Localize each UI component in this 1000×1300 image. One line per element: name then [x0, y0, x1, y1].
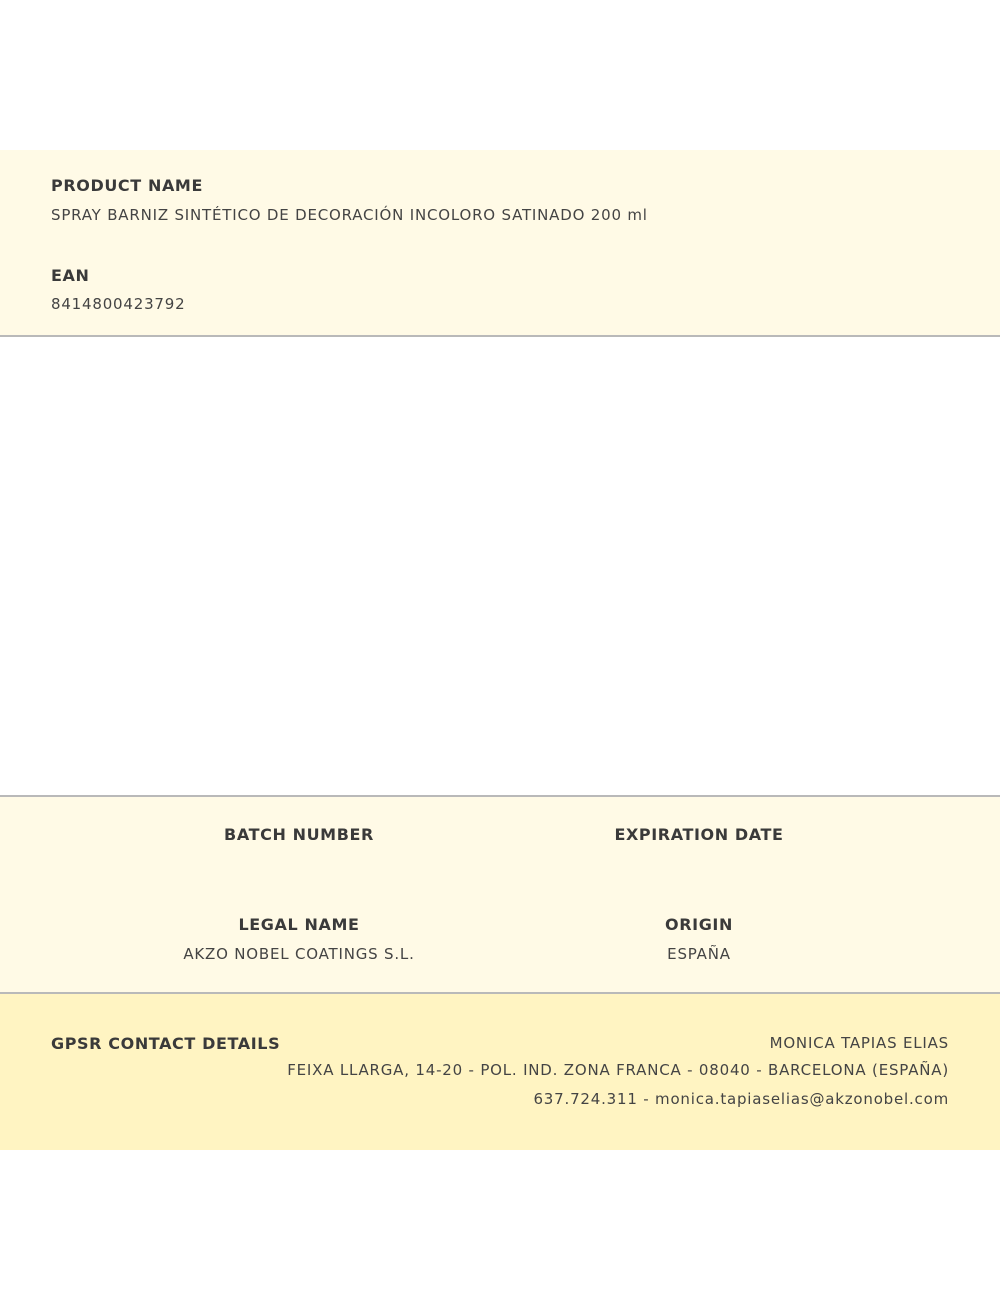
contact-address: FEIXA LLARGA, 14-20 - POL. IND. ZONA FRANCA - 08040 - BARCELONA (ESPAÑA) [287, 1061, 949, 1079]
gpsr-contact-label: GPSR CONTACT DETAILS [51, 1034, 281, 1053]
expiration-date-label: EXPIRATION DATE [614, 825, 784, 844]
product-info-section [0, 150, 1000, 337]
batch-number-label: BATCH NUMBER [224, 825, 374, 844]
contact-phone-email: 637.724.311 - monica.tapiaselias@akzonobel.com [533, 1090, 949, 1108]
contact-name: MONICA TAPIAS ELIAS [769, 1034, 949, 1052]
ean-value: 8414800423792 [51, 295, 186, 313]
product-name-value: SPRAY BARNIZ SINTÉTICO DE DECORACIÓN INCOLORO SATINADO 200 ml [51, 206, 648, 224]
origin-label: ORIGIN [665, 915, 733, 934]
legal-name-label: LEGAL NAME [238, 915, 360, 934]
ean-label: EAN [51, 266, 90, 285]
gpsr-contact-section [0, 994, 1000, 1150]
legal-name-value: AKZO NOBEL COATINGS S.L. [183, 945, 415, 963]
origin-value: ESPAÑA [667, 945, 731, 963]
product-name-label: PRODUCT NAME [51, 176, 203, 195]
product-details-section [0, 795, 1000, 994]
